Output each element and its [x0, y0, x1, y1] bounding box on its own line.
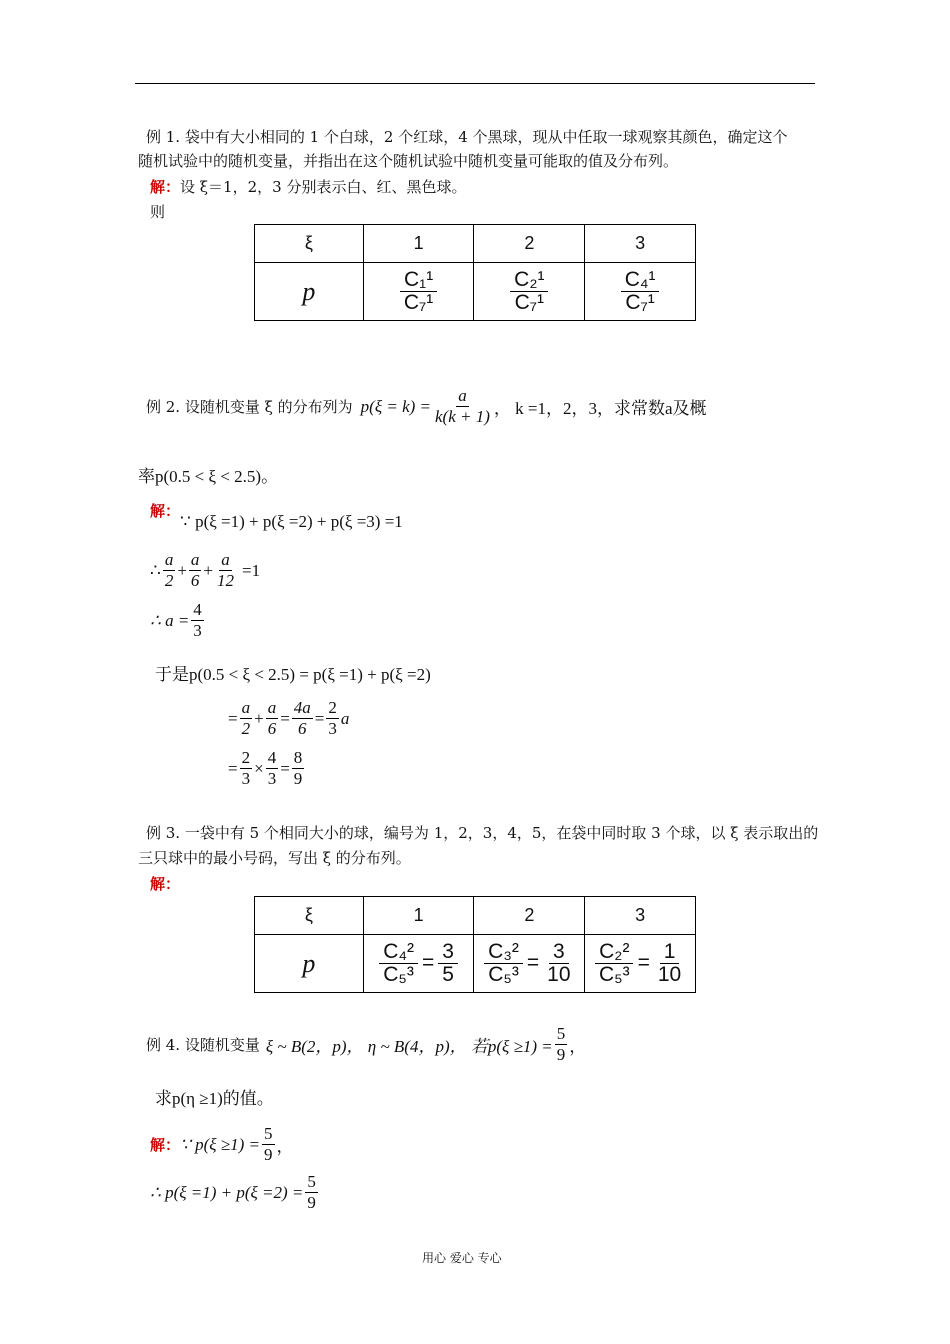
ex1-line2: 随机试验中的随机变量，并指出在这个随机试验中随机变量可能取的值及分布列。	[138, 152, 679, 170]
ex4-step2-math: ∴ p(ξ =1) + p(ξ =2) =	[150, 1182, 304, 1202]
table-value-cell: 3	[585, 897, 696, 935]
ex3-line2: 三只球中的最小号码，写出 ξ 的分布列。	[138, 849, 411, 867]
equals: =	[526, 951, 540, 974]
equals: =	[314, 708, 325, 728]
prob-numerator: C₄¹	[621, 269, 660, 292]
fraction	[191, 600, 204, 641]
prob-numerator: 3	[438, 941, 458, 964]
table-var-cell: ξ	[255, 897, 364, 935]
ex2-step5	[228, 698, 349, 739]
ex4-line1	[146, 1024, 586, 1065]
fraction	[292, 698, 313, 739]
fraction-numerator: a	[458, 386, 467, 405]
comma: ，	[569, 1037, 587, 1056]
ex1-distribution-table	[254, 224, 696, 321]
prob-numerator: C₄²	[379, 941, 418, 964]
table-prob-cell	[363, 263, 474, 321]
fraction	[555, 1024, 568, 1065]
times: ×	[254, 758, 264, 778]
fraction-denominator: 6	[190, 571, 200, 590]
fraction-numerator: 5	[264, 1124, 273, 1143]
ex1-solution	[150, 176, 466, 198]
comma: ，	[276, 1137, 294, 1156]
fraction-numerator: a	[267, 698, 277, 717]
fraction	[215, 550, 236, 591]
fraction	[240, 748, 253, 789]
fraction-denominator: 2	[164, 571, 174, 590]
equals: =	[228, 708, 238, 728]
prob-numerator: C₁¹	[400, 269, 437, 292]
ex3-line1: 例 3. 一袋中有 5 个相同大小的球，编号为 1，2，3，4，5，在袋中同时取 3 个球，以 ξ 表示取出的	[146, 824, 819, 842]
ex2-step3	[150, 600, 206, 641]
ex3-distribution-table	[254, 896, 696, 993]
fraction-numerator: 8	[293, 748, 303, 767]
ex1-then: 则	[150, 203, 166, 221]
prob-numerator: 1	[660, 941, 680, 964]
table-value-cell: 1	[363, 225, 474, 263]
solution-label: 解：	[150, 502, 181, 520]
fraction	[262, 1124, 275, 1165]
fraction-denominator: 3	[267, 769, 277, 788]
prob-denominator: C₇¹	[625, 291, 655, 314]
equals: =	[421, 951, 435, 974]
ex1-solution-text: 设 ξ＝1，2，3 分别表示白、红、黑色球。	[180, 178, 467, 196]
fraction-denominator: 9	[264, 1145, 273, 1164]
prob-numerator: C₃²	[484, 941, 523, 964]
ex2-solution-label	[150, 500, 180, 522]
ex4-prefix: 例 4. 设随机变量	[146, 1035, 260, 1054]
solution-label: 解：	[150, 1135, 181, 1154]
fraction-numerator: 5	[307, 1172, 316, 1191]
table-value-cell: 2	[474, 897, 585, 935]
fraction	[163, 550, 176, 591]
variable-a: a	[340, 708, 350, 728]
ex2-step1: ∵ p(ξ =1) + p(ξ =2) + p(ξ =3) =1	[180, 512, 403, 531]
fraction-denominator: 9	[556, 1045, 566, 1064]
table-prob-cell	[585, 263, 696, 321]
page-footer: 用心 爱心 专心	[422, 1251, 502, 1265]
ex4-math: ξ ~ B(2，p)， η ~ B(4，p)， 若p(ξ ≥1) =	[265, 1037, 553, 1056]
ex4-step2	[150, 1172, 320, 1213]
ex2-step6	[228, 748, 306, 789]
table-p-cell: p	[255, 935, 364, 993]
fraction	[266, 748, 279, 789]
prob-denominator: C₇¹	[403, 291, 434, 314]
prob-numerator: C₂¹	[510, 269, 548, 292]
ex2-lhs: p(ξ = k) =	[360, 396, 431, 416]
equals: =	[280, 708, 290, 728]
fraction-denominator: 12	[217, 571, 235, 590]
prob-denominator: C₅³	[383, 963, 414, 986]
fraction-numerator: a	[190, 550, 200, 569]
fraction-denominator: 9	[293, 769, 303, 788]
ex2-step4: 于是p(0.5 < ξ < 2.5) = p(ξ =1) + p(ξ =2)	[155, 665, 431, 684]
prob-denominator: C₅³	[488, 963, 519, 986]
ex2-line1	[146, 386, 707, 427]
a-equals: ∴ a =	[150, 610, 190, 630]
table-var-cell: ξ	[255, 225, 364, 263]
fraction	[305, 1172, 318, 1213]
ex2-tail: ， k =1，2，3，求常数a及概	[493, 399, 707, 418]
ex2-fraction	[433, 386, 492, 427]
prob-numerator: C₂²	[595, 941, 633, 964]
fraction-denominator: k(k + 1)	[435, 407, 490, 426]
header-rule	[135, 83, 815, 84]
fraction-numerator: 2	[328, 698, 337, 717]
fraction-numerator: 4	[267, 748, 277, 767]
ex2-prefix: 例 2. 设随机变量 ξ 的分布列为	[146, 397, 353, 416]
ex1-line1: 例 1. 袋中有大小相同的 1 个白球，2 个红球，4 个黑球，现从中任取一球观察其颜色，确定这个	[146, 128, 788, 146]
table-value-cell: 2	[474, 225, 585, 263]
fraction-denominator: 3	[328, 719, 337, 738]
fraction	[266, 698, 279, 739]
prob-denominator: 10	[657, 963, 682, 986]
table-p-cell: p	[255, 263, 364, 321]
equals: =	[228, 758, 238, 778]
plus: +	[254, 708, 264, 728]
prob-denominator: C₇¹	[514, 291, 545, 314]
fraction-denominator: 2	[241, 719, 251, 738]
ex2-line2: 率p(0.5 < ξ < 2.5)。	[138, 467, 279, 486]
table-value-cell: 1	[363, 897, 474, 935]
equals: =	[280, 758, 290, 778]
fraction	[292, 748, 305, 789]
fraction	[326, 698, 339, 739]
solution-label: 解：	[150, 875, 181, 893]
prob-denominator: C₅³	[598, 963, 630, 986]
ex2-step2: ∴ $\frac{a}{2}$ + $\frac{a}{6}$ + $\frac{a}{12}$ =1	[150, 550, 261, 590]
fraction-denominator: 3	[193, 621, 202, 640]
fraction-numerator: 4	[193, 600, 202, 619]
fraction-numerator: a	[221, 550, 230, 569]
solution-label: 解：	[150, 178, 181, 196]
fraction-numerator: 4a	[293, 698, 311, 717]
ex4-step1-math: ∵ p(ξ ≥1) =	[180, 1134, 260, 1154]
fraction-denominator: 6	[267, 719, 277, 738]
table-prob-cell	[474, 263, 585, 321]
table-value-cell: 3	[585, 225, 696, 263]
equals-one: =1	[242, 560, 261, 580]
fraction-denominator: 6	[298, 719, 307, 738]
prob-numerator: 3	[549, 941, 569, 964]
table-prob-cell	[363, 935, 474, 993]
prob-denominator: 10	[547, 963, 571, 986]
table-prob-cell	[474, 935, 585, 993]
fraction-numerator: 5	[556, 1024, 566, 1043]
ex4-step1	[150, 1124, 294, 1165]
fraction-numerator: a	[164, 550, 174, 569]
fraction-numerator: 2	[241, 748, 251, 767]
fraction-denominator: 9	[307, 1193, 316, 1212]
table-prob-cell	[585, 935, 696, 993]
fraction	[240, 698, 253, 739]
equals: =	[637, 951, 650, 974]
prob-denominator: 5	[442, 963, 454, 986]
ex4-line2: 求p(η ≥1)的值。	[155, 1089, 274, 1108]
fraction	[189, 550, 202, 591]
fraction-denominator: 3	[241, 769, 251, 788]
therefore-symbol: ∴	[150, 560, 161, 580]
fraction-numerator: a	[241, 698, 251, 717]
